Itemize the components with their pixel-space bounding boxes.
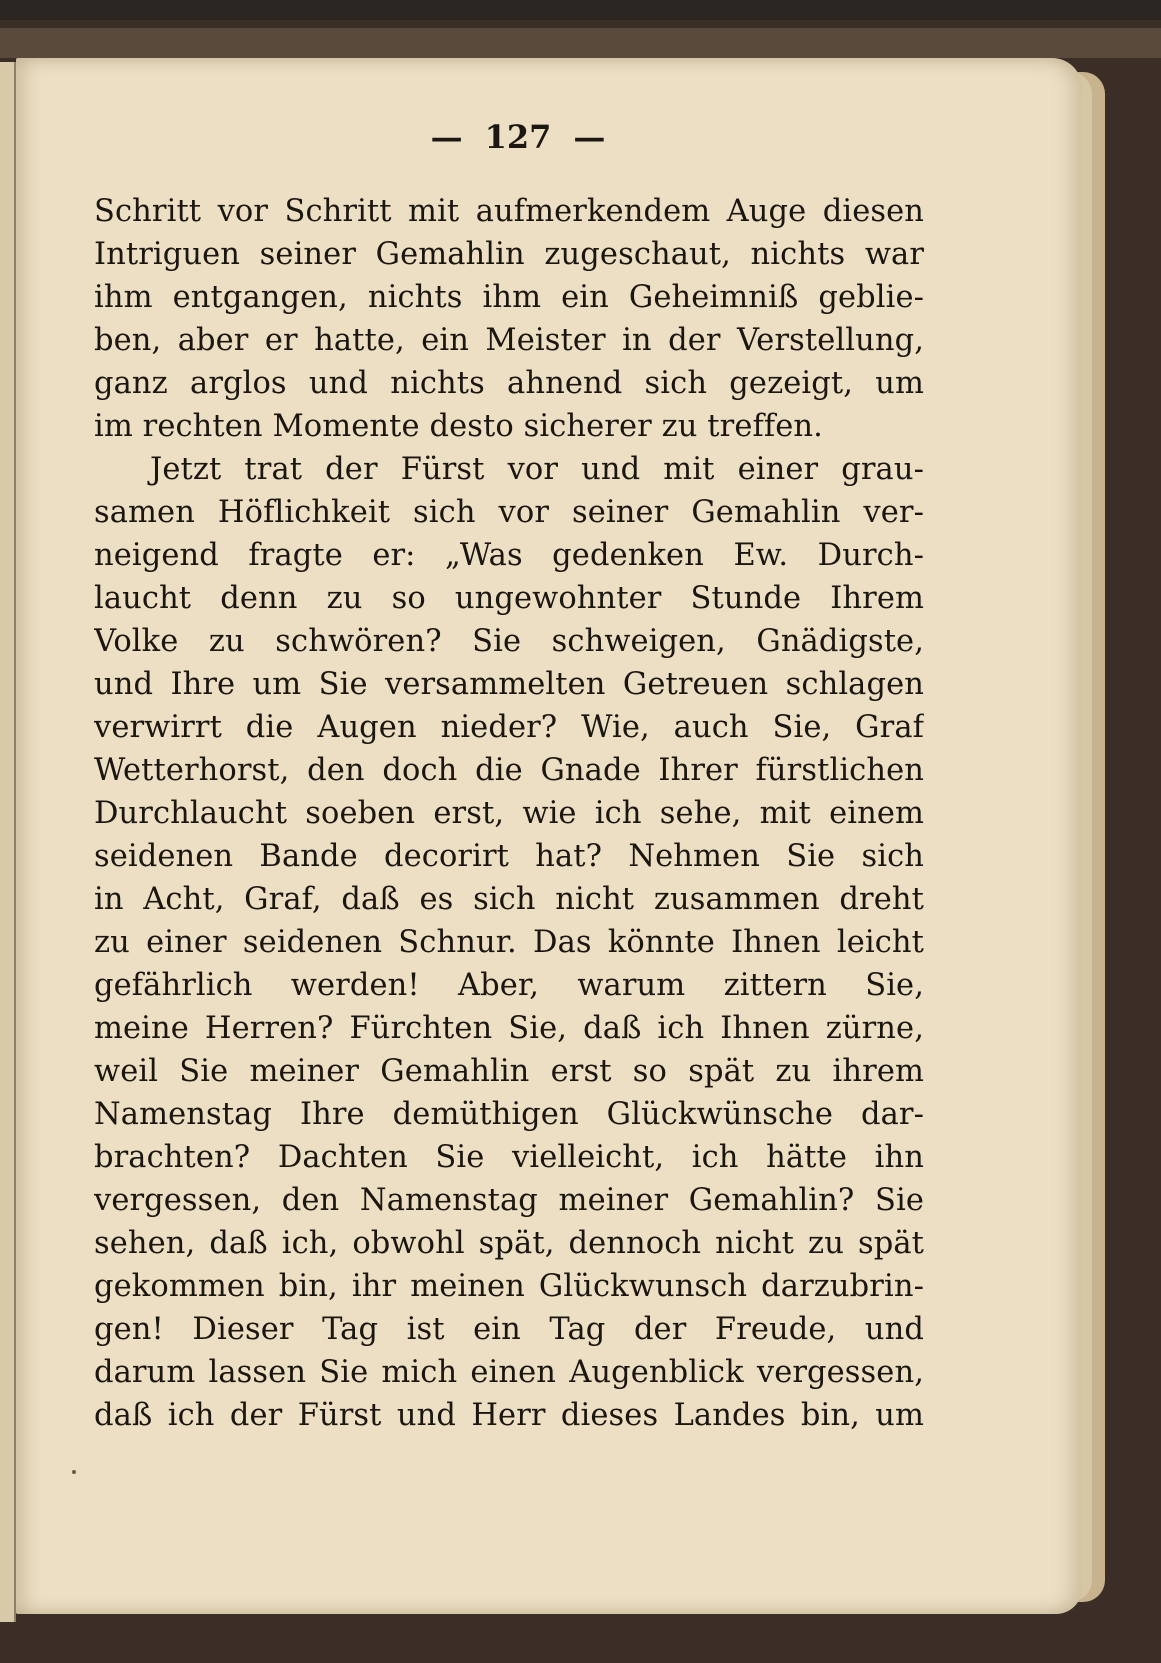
text-line: und Ihre um Sie versammelten Getreuen schlagen	[94, 667, 924, 702]
header-dash-left: —	[430, 118, 463, 156]
text-line: in Acht, Graf, daß es sich nicht zusammen dreht	[94, 882, 924, 917]
text-line: Namenstag Ihre demüthigen Glückwünsche dar-	[94, 1097, 924, 1132]
text-line: daß ich der Fürst und Herr dieses Landes bin, um	[94, 1398, 924, 1433]
text-line: vergessen, den Namenstag meiner Gemahlin? Sie	[94, 1183, 924, 1218]
page-header	[398, 112, 638, 162]
body-text	[94, 190, 924, 1437]
text-line: samen Höflichkeit sich vor seiner Gemahlin ver-	[94, 495, 924, 530]
text-line: seidenen Bande decorirt hat? Nehmen Sie sich	[94, 839, 924, 874]
text-line: gekommen bin, ihr meinen Glückwunsch darzubrin-	[94, 1269, 924, 1304]
text-line: Wetterhorst, den doch die Gnade Ihrer fürstlichen	[94, 753, 924, 788]
page-number: 127	[484, 118, 552, 156]
text-line: sehen, daß ich, obwohl spät, dennoch nicht zu spät	[94, 1226, 924, 1261]
text-line: ganz arglos und nichts ahnend sich gezeigt, um	[94, 366, 924, 401]
text-line: Volke zu schwören? Sie schweigen, Gnädigste,	[94, 624, 924, 659]
left-page-edge	[0, 62, 16, 1622]
text-line: Jetzt trat der Fürst vor und mit einer grau-	[150, 452, 924, 487]
text-line: darum lassen Sie mich einen Augenblick vergessen,	[94, 1355, 924, 1390]
text-line: weil Sie meiner Gemahlin erst so spät zu ihrem	[94, 1054, 924, 1089]
text-line: laucht denn zu so ungewohnter Stunde Ihrem	[94, 581, 924, 616]
book-cover-top-edge	[0, 28, 1161, 58]
text-line: im rechten Momente desto sicherer zu treffen.	[94, 409, 823, 444]
text-line: brachten? Dachten Sie vielleicht, ich hätte ihn	[94, 1140, 924, 1175]
text-line: zu einer seidenen Schnur. Das könnte Ihnen leicht	[94, 925, 924, 960]
text-line: Durchlaucht soeben erst, wie ich sehe, mit einem	[94, 796, 924, 831]
text-line: Schritt vor Schritt mit aufmerkendem Auge diesen	[94, 194, 924, 229]
header-dash-right: —	[573, 118, 606, 156]
text-line: meine Herren? Fürchten Sie, daß ich Ihnen zürne,	[94, 1011, 924, 1046]
text-line: ihm entgangen, nichts ihm ein Geheimniß geblie-	[94, 280, 924, 315]
text-line: neigend fragte er: „Was gedenken Ew. Durch-	[94, 538, 924, 573]
text-line: ben, aber er hatte, ein Meister in der Verstellung,	[94, 323, 924, 358]
text-line: verwirrt die Augen nieder? Wie, auch Sie, Graf	[94, 710, 924, 745]
text-line: gefährlich werden! Aber, warum zittern Sie,	[94, 968, 924, 1003]
paper-speck	[72, 1470, 76, 1474]
text-line: Intriguen seiner Gemahlin zugeschaut, nichts war	[94, 237, 924, 272]
text-line: gen! Dieser Tag ist ein Tag der Freude, und	[94, 1312, 924, 1347]
